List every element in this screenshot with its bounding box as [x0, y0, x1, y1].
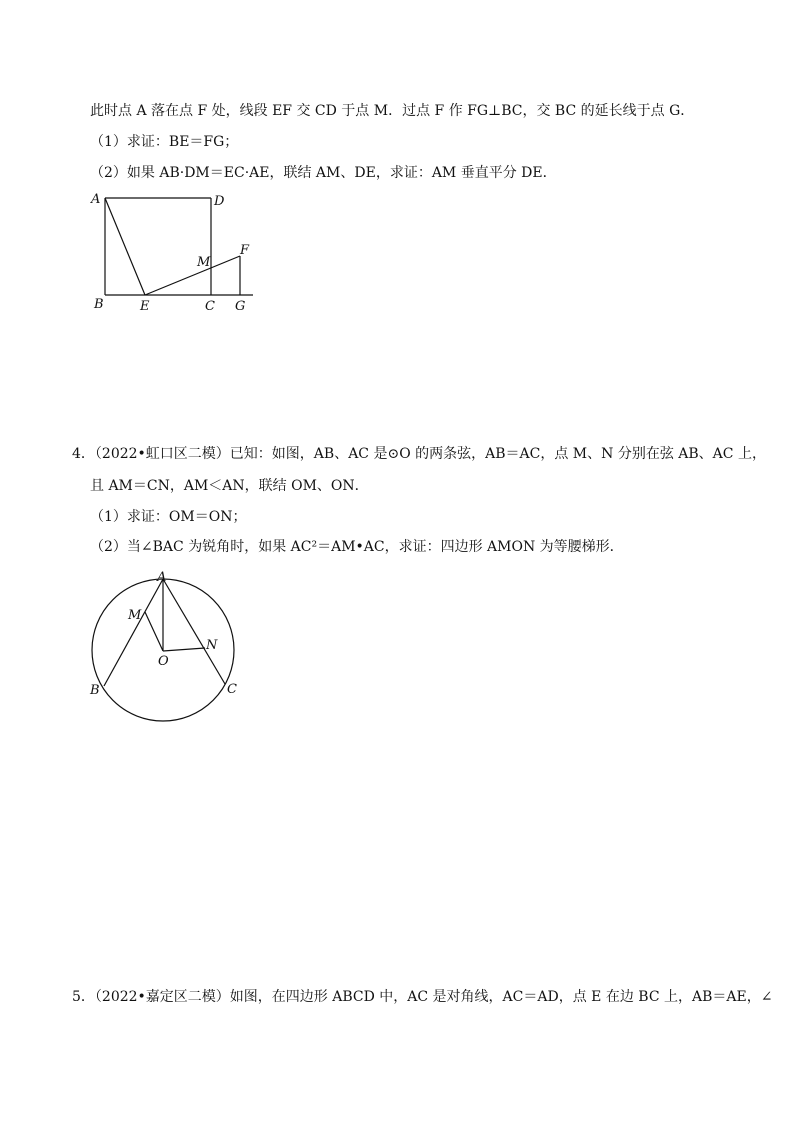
label-a: A — [91, 192, 101, 207]
circle-o — [92, 579, 234, 721]
label-c: C — [205, 299, 215, 314]
label-b: B — [94, 297, 104, 312]
label-m: M — [197, 255, 211, 270]
label-c: C — [227, 682, 237, 697]
square-abcd — [105, 198, 211, 295]
segment-ef — [145, 256, 240, 295]
label-o: O — [158, 654, 169, 669]
problem3-intro: 此时点 A 落在点 F 处，线段 EF 交 CD 于点 M．过点 F 作 FG⊥BC，交 BC 的延长线于点 G． — [90, 103, 695, 119]
chord-ac — [163, 579, 225, 684]
segment-om — [145, 612, 163, 651]
label-n: N — [206, 638, 218, 653]
label-a: A — [157, 570, 167, 585]
label-g: G — [235, 299, 246, 314]
segment-ae — [105, 198, 145, 295]
label-f: F — [240, 243, 250, 258]
label-d: D — [214, 194, 225, 209]
problem4-line1: 4．（2022•虹口区二模）已知：如图，AB、AC 是⊙O 的两条弦，AB＝AC，点 M、N 分别在弦 AB、AC 上， — [72, 446, 766, 462]
problem3-part1: （1）求证：BE＝FG； — [90, 134, 239, 150]
problem5-line1: 5．（2022•嘉定区二模）如图，在四边形 ABCD 中，AC 是对角线，AC＝AD，点 E 在边 BC 上，AB＝AE，∠ — [72, 989, 773, 1005]
chord-ab — [104, 579, 163, 686]
problem4-part2: （2）当∠BAC 为锐角时，如果 AC²＝AM•AC，求证：四边形 AMON 为等腰梯形． — [90, 539, 624, 555]
label-e: E — [140, 299, 150, 314]
label-b: B — [90, 683, 100, 698]
problem4-line2: 且 AM＝CN，AM＜AN，联结 OM、ON． — [90, 478, 369, 494]
label-m: M — [128, 608, 142, 623]
problem3-part2: （2）如果 AB·DM＝EC·AE，联结 AM、DE，求证：AM 垂直平分 DE． — [90, 165, 557, 181]
problem4-part1: （1）求证：OM＝ON； — [90, 509, 247, 525]
segment-on — [163, 648, 205, 651]
